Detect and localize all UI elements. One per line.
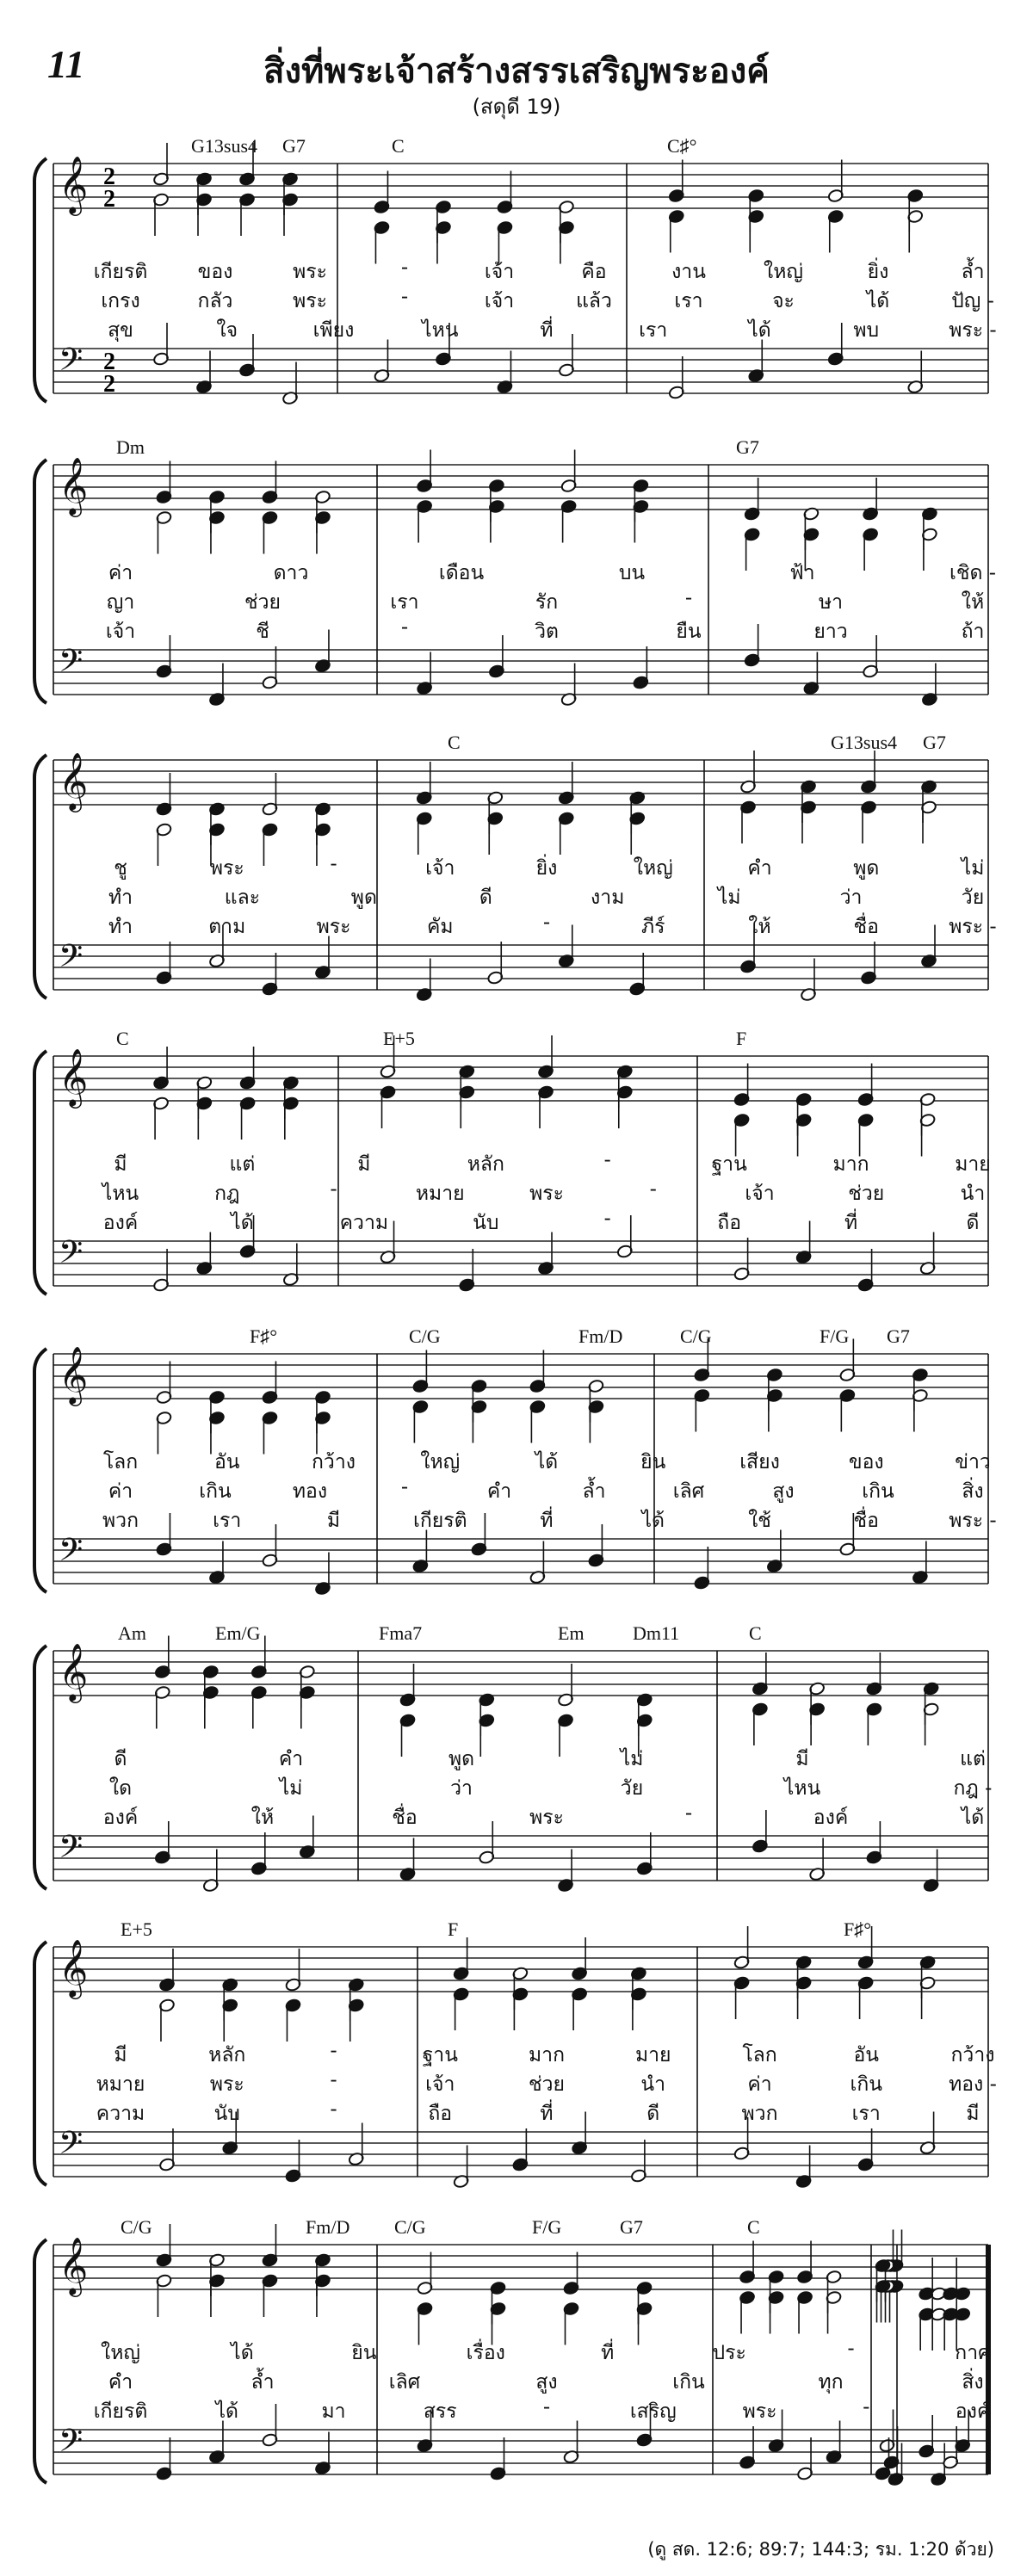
chord-symbol: G7 — [620, 2216, 643, 2238]
lyric-syllable: ฐาน — [422, 2044, 458, 2066]
chord-symbol: C — [116, 1028, 129, 1049]
lyric-syllable: หลัก — [208, 2044, 246, 2066]
lyric-syllable: กว้าง — [950, 2044, 995, 2066]
system-bracket — [34, 158, 46, 402]
lyric-syllable: - — [847, 2338, 855, 2360]
lyric-syllable: ช่วย — [528, 2073, 566, 2096]
lyric-syllable: พวก — [741, 2103, 778, 2125]
lyric-syllable: ตาม — [208, 916, 246, 938]
lyric-syllable: เลิศ — [672, 1480, 705, 1503]
lyric-syllable: องค์ — [955, 2400, 991, 2423]
lyric-syllable: ล้ำ — [251, 2371, 275, 2394]
lyric-syllable: ยิ่ง — [535, 857, 558, 880]
treble-clef-icon: 𝄞 — [59, 1642, 89, 1701]
chord-symbol: Dm — [116, 436, 145, 458]
lyric-syllable: ฟ้า — [789, 562, 815, 584]
staff-graphics — [0, 1035, 1033, 1319]
system-bracket — [34, 1942, 46, 2185]
lyric-syllable: ช่วย — [848, 1183, 885, 1205]
lyric-syllable: ของ — [197, 261, 233, 283]
lyric-syllable: เรื่อง — [466, 2342, 505, 2364]
lyric-syllable: เรา — [674, 290, 703, 312]
lyric-syllable: ได้ — [866, 290, 890, 312]
lyric-syllable: ดี — [646, 2103, 660, 2125]
lyric-syllable: พบ — [853, 319, 880, 342]
lyric-syllable: มา — [321, 2400, 346, 2423]
lyric-syllable: ประ — [712, 2342, 746, 2364]
lyric-syllable: เจ้า — [484, 261, 515, 283]
lyric-syllable: งาน — [671, 261, 706, 283]
scripture-footnote: (ดู สด. 12:6; 89:7; 144:3; รม. 1:20 ด้วย) — [647, 2539, 994, 2560]
lyric-syllable: ชื่อ — [853, 916, 879, 938]
lyric-syllable: พวก — [102, 1510, 139, 1532]
lyric-syllable: นำ — [640, 2073, 666, 2096]
chord-symbol: F/G — [532, 2216, 562, 2238]
lyric-syllable: เจ้า — [105, 621, 136, 643]
lyric-syllable: มาก — [528, 2044, 566, 2066]
lyric-syllable: ให้ — [251, 1807, 275, 1829]
lyric-syllable: ล้ำ — [961, 261, 985, 283]
chord-symbol: E+5 — [383, 1028, 415, 1049]
lyric-syllable: พระ — [529, 1183, 564, 1205]
lyric-syllable: ข่าว — [955, 1451, 991, 1473]
lyric-syllable: ได้ — [535, 1451, 559, 1473]
chord-symbol: F — [448, 1918, 459, 1940]
staff-graphics — [0, 1629, 1033, 1913]
music-system — [0, 1325, 1033, 1616]
music-system — [0, 436, 1033, 727]
lyric-syllable: ฐาน — [711, 1153, 747, 1176]
lyric-syllable: มาก — [832, 1153, 869, 1176]
lyric-syllable: ดี — [479, 886, 492, 909]
lyric-syllable: ชื่อ — [392, 1807, 418, 1829]
lyric-syllable: - — [400, 1476, 409, 1498]
lyric-syllable: ถ้า — [961, 621, 985, 643]
system-bracket — [34, 1349, 46, 1592]
lyric-syllable: เดือน — [438, 562, 485, 584]
lyric-syllable: มี — [114, 1153, 127, 1176]
chord-symbol: C/G — [680, 1325, 712, 1347]
treble-clef-icon: 𝄞 — [59, 1345, 89, 1404]
chord-symbol: C — [747, 2216, 760, 2238]
lyric-syllable: ใช้ — [748, 1510, 771, 1532]
lyric-syllable: ได้ — [215, 2400, 239, 2423]
lyric-syllable: คำ — [278, 1748, 304, 1770]
lyric-syllable: งาม — [591, 886, 625, 909]
hymn-number: 11 — [47, 42, 85, 86]
lyric-syllable: ได้ — [641, 1510, 665, 1532]
chord-symbol: C/G — [394, 2216, 426, 2238]
lyric-syllable: เจ้า — [484, 290, 515, 312]
chord-symbol: Fm/D — [578, 1325, 623, 1347]
lyric-syllable: นำ — [960, 1183, 986, 1205]
lyric-syllable: เรา — [851, 2103, 881, 2125]
lyric-syllable: มาย — [955, 1153, 991, 1176]
lyric-syllable: เพียง — [312, 319, 355, 342]
staff-graphics — [0, 443, 1033, 727]
lyric-syllable: พระ — [209, 857, 244, 880]
lyric-syllable: นับ — [213, 2103, 240, 2125]
lyric-syllable: ทอง - — [949, 2073, 997, 2096]
system-bracket — [34, 1646, 46, 1889]
chord-symbol: F — [736, 1028, 747, 1049]
lyric-syllable: เลิศ — [388, 2371, 421, 2394]
lyric-syllable: เกิน — [199, 1480, 232, 1503]
lyric-syllable: - — [330, 2069, 337, 2091]
lyric-syllable: จะ — [772, 290, 795, 312]
lyric-syllable: ยิ่ง — [867, 261, 889, 283]
lyric-syllable: กฎ — [214, 1183, 240, 1205]
lyric-syllable: เจ้า — [745, 1183, 775, 1205]
lyric-syllable: หมาย — [96, 2073, 145, 2096]
lyric-syllable: ไหน — [422, 319, 459, 342]
music-system — [0, 1918, 1033, 2209]
lyric-syllable: คือ — [581, 261, 607, 283]
lyric-syllable: เกรง — [101, 290, 140, 312]
lyric-syllable: สูง — [772, 1480, 795, 1503]
lyric-syllable: และ — [224, 886, 261, 909]
lyric-syllable: ดี — [966, 1212, 980, 1234]
lyric-syllable: ญา — [106, 591, 135, 614]
lyric-syllable: คำ — [486, 1480, 512, 1503]
lyric-syllable: ชื่อ — [853, 1510, 879, 1532]
lyric-syllable: เรา — [213, 1510, 242, 1532]
lyric-syllable: - — [542, 2396, 551, 2418]
chord-symbol: G13sus4 — [831, 732, 898, 753]
lyric-syllable: อัน — [853, 2044, 880, 2066]
lyric-syllable: ยาว — [813, 621, 848, 643]
lyric-syllable: ใจ — [216, 319, 238, 342]
lyric-syllable: กฎ - — [953, 1777, 993, 1800]
music-system — [0, 732, 1033, 1022]
chord-symbol: F♯° — [844, 1918, 872, 1940]
lyric-syllable: ทอง — [292, 1480, 328, 1503]
chord-symbol: Am — [118, 1622, 146, 1644]
lyric-syllable: ความ — [339, 1212, 389, 1234]
lyric-syllable: องค์ — [102, 1807, 139, 1829]
lyric-syllable: - — [330, 2040, 337, 2062]
lyric-syllable: วิต — [535, 621, 559, 643]
lyric-syllable: แล้ว — [576, 290, 612, 312]
lyric-syllable: บน — [618, 562, 646, 584]
treble-clef-icon: 𝄞 — [59, 456, 89, 515]
chord-symbol: C — [749, 1622, 762, 1644]
lyric-syllable: ไม่ — [279, 1777, 303, 1800]
chord-symbol: E+5 — [121, 1918, 152, 1940]
bass-clef-icon: 𝄢 — [59, 2423, 84, 2467]
lyric-syllable: สรร — [423, 2400, 457, 2423]
time-signature: 2 — [103, 371, 115, 398]
lyric-syllable: เจ้า — [425, 857, 455, 880]
lyric-syllable: คำ — [747, 857, 772, 880]
lyric-syllable: ไหน — [102, 1183, 139, 1205]
lyric-syllable: ภีร์ — [640, 916, 665, 938]
lyric-syllable: ค่า — [108, 1480, 133, 1503]
lyric-syllable: แต่ — [229, 1153, 256, 1176]
music-system — [0, 135, 1033, 426]
lyric-syllable: เสริญ — [629, 2400, 677, 2423]
lyric-syllable: วัย — [961, 886, 985, 909]
lyric-syllable: วัย — [620, 1777, 644, 1800]
lyric-syllable: - — [603, 1208, 611, 1230]
lyric-syllable: ไหน — [783, 1777, 821, 1800]
lyric-syllable: ช่วย — [244, 591, 281, 614]
lyric-syllable: พระ — [209, 2073, 244, 2096]
lyric-syllable: พระ — [742, 2400, 777, 2423]
lyric-syllable: - — [603, 1149, 611, 1171]
lyric-syllable: - — [863, 2396, 870, 2418]
lyric-syllable: พระ — [529, 1807, 564, 1829]
lyric-syllable: ได้ — [231, 2342, 254, 2364]
chord-symbol: G7 — [887, 1325, 910, 1347]
lyric-syllable: ถือ — [428, 2103, 453, 2125]
lyric-syllable: เรา — [639, 319, 668, 342]
time-signature: 2 — [103, 349, 115, 375]
lyric-syllable: - — [330, 853, 337, 875]
lyric-syllable: ทำ — [108, 916, 133, 938]
lyric-syllable: มี — [114, 2044, 127, 2066]
lyric-syllable: เกียรติ — [93, 261, 148, 283]
lyric-syllable: โลก — [102, 1451, 139, 1473]
system-bracket — [34, 1051, 46, 1294]
treble-clef-icon: 𝄞 — [59, 1938, 89, 1997]
hymn-title: สิ่งที่พระเจ้าสร้างสรรเสริญพระองค์ — [263, 51, 770, 91]
system-bracket — [34, 755, 46, 998]
lyric-syllable: ทำ — [108, 886, 133, 909]
lyric-syllable: เกิน — [672, 2371, 705, 2394]
lyric-syllable: - — [684, 587, 693, 609]
lyric-syllable: ค่า — [747, 2073, 772, 2096]
lyric-syllable: ปัญ - — [951, 290, 994, 312]
chord-symbol: C/G — [121, 2216, 152, 2238]
bass-clef-icon: 𝄢 — [59, 1234, 84, 1278]
lyric-syllable: ยิน — [640, 1451, 666, 1473]
lyric-syllable: พระ - — [949, 916, 997, 938]
time-signature: 2 — [103, 164, 115, 190]
chord-symbol: G7 — [923, 732, 946, 753]
lyric-syllable: ถือ — [717, 1212, 742, 1234]
lyric-syllable: สูง — [535, 2371, 558, 2394]
lyric-syllable: พูด — [853, 857, 880, 880]
lyric-syllable: ใหญ่ — [101, 2342, 140, 2364]
lyric-syllable: ไม่ — [620, 1748, 644, 1770]
lyric-syllable: พูด — [448, 1748, 475, 1770]
lyric-syllable: พระ - — [949, 319, 997, 342]
lyric-syllable: เกิน — [850, 2073, 883, 2096]
lyric-syllable: มี — [357, 1153, 371, 1176]
bass-clef-icon: 𝄢 — [59, 1829, 84, 1873]
chord-symbol: Em — [558, 1622, 585, 1644]
lyric-syllable: องค์ — [813, 1807, 849, 1829]
lyric-syllable: เชิด - — [949, 562, 997, 584]
chord-symbol: C — [448, 732, 461, 753]
lyric-syllable: สุข — [108, 319, 133, 342]
lyric-syllable: - — [400, 286, 409, 308]
lyric-syllable: ของ — [848, 1451, 884, 1473]
lyric-syllable: สิ่ง — [962, 2371, 984, 2394]
lyric-syllable: มาย — [634, 2044, 671, 2066]
chord-symbol: C/G — [409, 1325, 441, 1347]
lyric-syllable: - — [542, 911, 551, 934]
lyric-syllable: - — [400, 256, 409, 279]
music-system — [0, 1028, 1033, 1319]
lyric-syllable: อัน — [213, 1451, 240, 1473]
chord-symbol: Fma7 — [379, 1622, 423, 1644]
lyric-syllable: ได้ — [231, 1212, 254, 1234]
chord-symbol: C♯° — [667, 135, 697, 157]
lyric-syllable: - — [684, 1802, 693, 1825]
lyric-syllable: ใด — [108, 1777, 133, 1800]
lyric-syllable: กลัว — [197, 290, 233, 312]
lyric-syllable: ที่ — [540, 1510, 554, 1532]
lyric-syllable: โลก — [742, 2044, 777, 2066]
lyric-syllable: นับ — [473, 1212, 499, 1234]
lyric-syllable: พระ — [293, 261, 327, 283]
lyric-syllable: ชู — [114, 857, 127, 880]
lyric-syllable: เกียรติ — [93, 2400, 148, 2423]
chord-symbol: G7 — [282, 135, 306, 157]
lyric-syllable: สิ่ง — [962, 1480, 984, 1503]
lyric-syllable: ที่ — [540, 2103, 554, 2125]
lyric-syllable: - — [330, 2098, 337, 2121]
treble-clef-icon: 𝄞 — [59, 2236, 89, 2295]
lyric-syllable: องค์ — [102, 1212, 139, 1234]
bass-clef-icon: 𝄢 — [59, 2125, 84, 2169]
system-bracket — [34, 460, 46, 703]
lyric-syllable: พระ — [293, 290, 327, 312]
lyric-syllable: ชี — [256, 621, 269, 643]
lyric-syllable: ที่ — [540, 319, 554, 342]
lyric-syllable: หมาย — [415, 1183, 465, 1205]
lyric-syllable: เสียง — [739, 1451, 780, 1473]
music-system — [0, 1622, 1033, 1913]
music-system — [0, 2216, 1033, 2507]
lyric-syllable: ได้ — [748, 319, 771, 342]
lyric-syllable: ได้ — [961, 1807, 985, 1829]
lyric-syllable: ยืน — [676, 621, 702, 643]
lyric-syllable: มี — [795, 1748, 809, 1770]
chord-symbol: Fm/D — [306, 2216, 350, 2238]
lyric-syllable: เกิน — [862, 1480, 894, 1503]
bass-clef-icon: 𝄢 — [59, 1532, 84, 1576]
lyric-syllable: มี — [966, 2103, 980, 2125]
lyric-syllable: ใหญ่ — [764, 261, 803, 283]
lyric-syllable: ใหญ่ — [633, 857, 673, 880]
treble-clef-icon: 𝄞 — [59, 1047, 89, 1106]
lyric-syllable: พระ — [316, 916, 351, 938]
lyric-syllable: ษา — [818, 591, 844, 614]
chord-symbol: F/G — [820, 1325, 850, 1347]
lyric-syllable: - — [330, 1178, 337, 1201]
chord-symbol: G7 — [736, 436, 759, 458]
time-signature: 2 — [103, 186, 115, 213]
lyric-syllable: มี — [326, 1510, 341, 1532]
lyric-syllable: ดาว — [273, 562, 309, 584]
chord-symbol: G13sus4 — [191, 135, 258, 157]
lyric-syllable: แต่ — [960, 1748, 986, 1770]
lyric-syllable: พระ - — [949, 1510, 997, 1532]
treble-clef-icon: 𝄞 — [59, 155, 89, 213]
lyric-syllable: เรา — [390, 591, 419, 614]
lyric-syllable: ไม่ — [961, 857, 985, 880]
bass-clef-icon: 𝄢 — [59, 643, 84, 687]
lyric-syllable: - — [649, 1178, 657, 1201]
lyric-syllable: กว้าง — [312, 1451, 356, 1473]
lyric-syllable: ใหญ่ — [420, 1451, 461, 1473]
treble-clef-icon: 𝄞 — [59, 751, 89, 810]
chord-symbol: C — [392, 135, 405, 157]
lyric-syllable: รัก — [535, 591, 559, 614]
lyric-syllable: กาศ — [955, 2342, 991, 2364]
lyric-syllable: ความ — [96, 2103, 145, 2125]
lyric-syllable: ดี — [114, 1748, 127, 1770]
lyric-syllable: ทุก — [818, 2371, 844, 2394]
lyric-syllable: ล้ำ — [582, 1480, 606, 1503]
lyric-syllable: หลัก — [467, 1153, 504, 1176]
system-bracket — [34, 2239, 46, 2483]
lyric-syllable: เจ้า — [425, 2073, 455, 2096]
bass-clef-icon: 𝄢 — [59, 342, 84, 386]
lyric-syllable: ว่า — [839, 886, 863, 909]
lyric-syllable: ยิน — [351, 2342, 377, 2364]
lyric-syllable: ค่า — [108, 562, 133, 584]
chord-symbol: Em/G — [215, 1622, 261, 1644]
lyric-syllable: ที่ — [601, 2342, 615, 2364]
lyric-syllable: ว่า — [450, 1777, 473, 1800]
bass-clef-icon: 𝄢 — [59, 938, 84, 982]
staff-graphics — [0, 2223, 1033, 2507]
lyric-syllable: ที่ — [844, 1212, 858, 1234]
lyric-syllable: พูด — [350, 886, 377, 909]
lyric-syllable: - — [400, 616, 409, 639]
lyric-syllable: คัม — [426, 916, 454, 938]
hymn-subtitle: (สดุดี 19) — [472, 95, 561, 119]
lyric-syllable: เกียรติ — [412, 1510, 467, 1532]
lyric-syllable: ให้ — [748, 916, 771, 938]
chord-symbol: Dm11 — [633, 1622, 680, 1644]
lyric-syllable: ให้ — [961, 591, 985, 614]
chord-symbol: F♯° — [250, 1325, 278, 1347]
lyric-syllable: ไม่ — [717, 886, 741, 909]
lyric-syllable: คำ — [108, 2371, 133, 2394]
